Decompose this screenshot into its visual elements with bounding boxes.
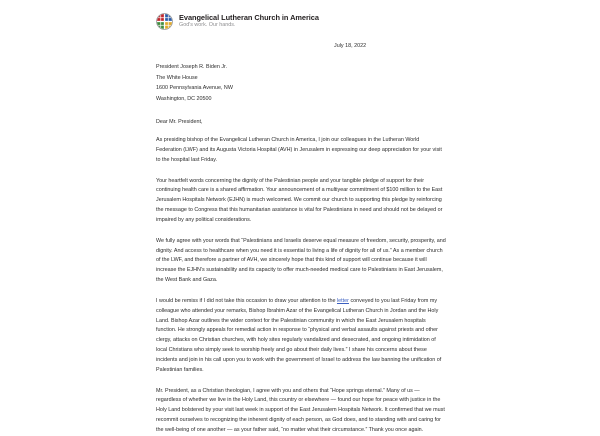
body-paragraph-4	[156, 297, 446, 376]
letterhead-text	[179, 14, 319, 29]
letterhead	[156, 0, 446, 33]
letter-date: July 18, 2022	[334, 43, 367, 49]
recipient-organization: The White House	[156, 74, 198, 81]
organization-tagline: God's work. Our hands.	[179, 22, 236, 29]
letter-hyperlink[interactable]: letter	[336, 297, 349, 304]
elca-circle-cross-logo-icon	[156, 13, 173, 30]
recipient-name: President Joseph R. Biden Jr.	[156, 64, 228, 70]
body-paragraph-2: Your heartfelt words concerning the dignity of the Palestinian people and your tangible pledge of support for their continuing health care is a shared affirmation. Your announcement of a multiyear commitment of $100 million to the East Jerusalem Hospitals Network (EJHN) is much welcomed. We commit our church to supporting this pledge by reinforcing the message to Congress that this humanitarian assistance is vital for Palestinians in need and should not be delayed or impaired by any political considerations.	[156, 177, 443, 223]
body-paragraph-1: As presiding bishop of the Evangelical Lutheran Church in America, I join our colleagues in the Lutheran World Federation (LWF) and its Augusta Victoria Hospital (AVH) in Jerusalem in expressing our deep appreciation for your visit to the hospital last Friday.	[156, 137, 442, 163]
body-paragraph-3: We fully agree with your words that “Palestinians and Israelis deserve equal measure of freedom, security, prosperity, and dignity. And access to healthcare when you need it is essential to living a life of dignity for all of us.” As a member church of the LWF, and therefore a partner of AVH, we sincerely hope that this kind of support will continue because it will increase the EJHN’s sustainability and its capacity to offer much-needed medical care to Palestinians in East Jerusalem, the West Bank and Gaza.	[156, 237, 446, 284]
letter-content-column	[156, 0, 446, 436]
paragraph-4-text-after-link: conveyed to you last Friday from my colleague who attended your remarks, Bishop Ibrahim Azar of the Evangelical Lutheran Church in Jordan and the Holy Land. Bishop Azar outlines the wider context for the Palestinian community in which the East Jerusalem hospitals function. He strongly appeals for remedial action in response to “physical and verbal assaults against priests and other clergy, attacks on Christian churches, with holy sites regularly vandalized and desecrated, and ongoing intimidation of local Christians who simply seek to worship freely and go about their daily lives.” I share his concerns about these incidents and join in his call upon you to work with the government of Israel to address the law banning the unification of Palestinian families.	[156, 297, 442, 373]
recipient-street: 1600 Pennsylvania Avenue, NW	[156, 85, 233, 92]
body-paragraph-5: Mr. President, as a Christian theologian, I agree with you and others that “Hope springs eternal.” Many of us — regardless of whether we live in the Holy Land, this country or elsewhere — found our hope for peace with justice in the Holy Land bolstered by your visit last week in support of the East Jerusalem Hospitals Network. It confirmed that we must recommit ourselves to recognizing the inherent dignity of each person, as God does, and to standing with and caring for the well-being of one another — as your father said, “no matter what their circumstance.” Thank you once again.	[156, 387, 445, 433]
salutation: Dear Mr. President,	[156, 119, 203, 126]
recipient-city-state-zip: Washington, DC 20500	[156, 95, 212, 102]
organization-name: Evangelical Lutheran Church in America	[179, 12, 319, 22]
recipient-address-block	[156, 62, 446, 104]
paragraph-4-text-before-link: I would be remiss if I did not take this occasion to draw your attention to the	[156, 297, 337, 304]
